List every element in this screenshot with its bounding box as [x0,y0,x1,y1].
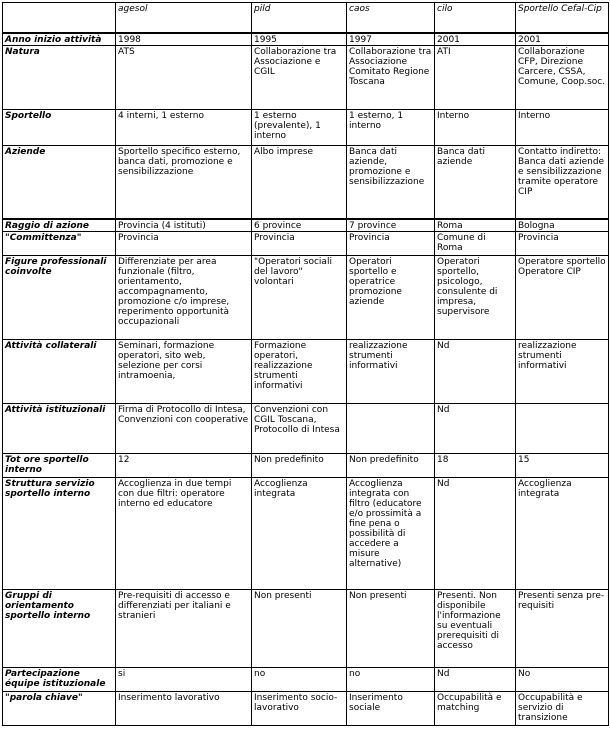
table-cell: Banca dati aziende [435,145,516,219]
table-cell: Collaborazione CFP, Direzione Carcere, CSSA, Comune, Coop.soc. [516,45,609,109]
row-label: Attività collaterali [3,340,116,404]
header-corner [3,3,116,33]
table-cell: Inserimento sociale [347,692,435,726]
table-cell: 18 [435,454,516,478]
table-cell: ATS [116,45,252,109]
table-cell: Sportello specifico esterno, banca dati, promozione e sensibilizzazione [116,145,252,219]
row-label: Attività istituzionali [3,404,116,454]
header-col-caos: caos [347,3,435,33]
table-row [3,668,609,692]
table-row [3,232,609,256]
table-cell: Convenzioni con CGIL Toscana, Protocollo di Intesa [252,404,347,454]
table-cell: Provincia [252,232,347,256]
table-cell: Firma di Protocollo di Intesa, Convenzioni con cooperative [116,404,252,454]
table-cell: Operatori sportello e operatrice promozione aziende [347,256,435,340]
table-cell: Nd [435,478,516,590]
table-row [3,145,609,219]
table-cell: Non presenti [252,590,347,668]
table-cell: Presenti senza pre-requisiti [516,590,609,668]
table-row [3,692,609,726]
table-cell: 1998 [116,33,252,46]
table-cell: Nd [435,668,516,692]
table-cell: 7 province [347,219,435,232]
table-cell: Presenti. Non disponibile l'informazione su eventuali prerequisiti di accesso [435,590,516,668]
header-col-pild: pild [252,3,347,33]
table-cell: 12 [116,454,252,478]
row-label: Gruppi di orientamento sportello interno [3,590,116,668]
table-row [3,256,609,340]
table-cell: Operatore sportello Operatore CIP [516,256,609,340]
row-label: Aziende [3,145,116,219]
table-cell: Accoglienza integrata con filtro (educatore e/o prossimità a fine pena o possibilità di accedere a misure alternative) [347,478,435,590]
table-row [3,590,609,668]
table-cell: Collaborazione tra Associazione e CGIL [252,45,347,109]
table-cell: realizzazione strumenti informativi [347,340,435,404]
table-cell: Nd [435,340,516,404]
table-cell: Collaborazione tra Associazione Comitato Regione Toscana [347,45,435,109]
table-cell: 1997 [347,33,435,46]
table-cell: Non predefinito [252,454,347,478]
table-cell: Albo imprese [252,145,347,219]
table-row [3,219,609,232]
table-cell: no [347,668,435,692]
table-cell: Interno [516,109,609,145]
table-cell: Seminari, formazione operatori, sito web, selezione per corsi intramoenia, [116,340,252,404]
table-cell: 2001 [516,33,609,46]
table-row [3,340,609,404]
table-cell: 1 esterno (prevalente), 1 interno [252,109,347,145]
table-cell: 6 province [252,219,347,232]
table-cell: si [116,668,252,692]
table-cell [347,404,435,454]
row-label: Raggio di azione [3,219,116,232]
table-row [3,478,609,590]
table-cell: Inserimento lavorativo [116,692,252,726]
table-cell: Provincia [116,232,252,256]
row-label: Tot ore sportello interno [3,454,116,478]
table-cell: Differenziate per area funzionale (filtro, orientamento, accompagnamento, promozione c/o imprese, reperimento opportunità occupazionali [116,256,252,340]
table-row [3,109,609,145]
table-row [3,404,609,454]
table-cell: Contatto indiretto: Banca dati aziende e sensibilizzazione tramite operatore CIP [516,145,609,219]
header-col-cefal-cip: Sportello Cefal-Cip [516,3,609,33]
table-cell: Occupabilità e servizio di transizione [516,692,609,726]
table-cell: Provincia [347,232,435,256]
row-label: Figure professionali coinvolte [3,256,116,340]
header-col-cilo: cilo [435,3,516,33]
table-cell: 15 [516,454,609,478]
table-cell: Formazione operatori, realizzazione strumenti informativi [252,340,347,404]
table-cell: Non predefinito [347,454,435,478]
table-cell: Inserimento socio-lavorativo [252,692,347,726]
header-row [3,3,609,33]
table-cell: no [252,668,347,692]
table-cell: Occupabilità e matching [435,692,516,726]
table-cell: Pre-requisiti di accesso e differenziati per italiani e stranieri [116,590,252,668]
table-cell: "Operatori sociali del lavoro" volontari [252,256,347,340]
table-cell [516,404,609,454]
table-cell: 1 esterno, 1 interno [347,109,435,145]
table-cell: 1995 [252,33,347,46]
table-cell: Roma [435,219,516,232]
table-cell: Comune di Roma [435,232,516,256]
header-col-agesol: agesol [116,3,252,33]
comparison-table [2,2,609,726]
table-cell: Provincia (4 istituti) [116,219,252,232]
table-cell: ATI [435,45,516,109]
row-label: Sportello [3,109,116,145]
row-label: "parola chiave" [3,692,116,726]
table-cell: Accoglienza integrata [516,478,609,590]
table-cell: Banca dati aziende, promozione e sensibilizzazione [347,145,435,219]
table-cell: Nd [435,404,516,454]
table-cell: Accoglienza integrata [252,478,347,590]
row-label: Anno inizio attività [3,33,116,46]
row-label: Partecipazione équipe istituzionale [3,668,116,692]
table-cell: 2001 [435,33,516,46]
table-cell: realizzazione strumenti informativi [516,340,609,404]
table-row [3,454,609,478]
table-cell: Operatori sportello, psicologo, consulente di impresa, supervisore [435,256,516,340]
row-label: Struttura servizio sportello interno [3,478,116,590]
table-cell: Interno [435,109,516,145]
row-label: "Committenza" [3,232,116,256]
table-row [3,45,609,109]
table-cell: Non presenti [347,590,435,668]
table-cell: Bologna [516,219,609,232]
table-cell: 4 interni, 1 esterno [116,109,252,145]
row-label: Natura [3,45,116,109]
table-cell: No [516,668,609,692]
table-row [3,33,609,46]
table-cell: Provincia [516,232,609,256]
table-cell: Accoglienza in due tempi con due filtri: operatore interno ed educatore [116,478,252,590]
